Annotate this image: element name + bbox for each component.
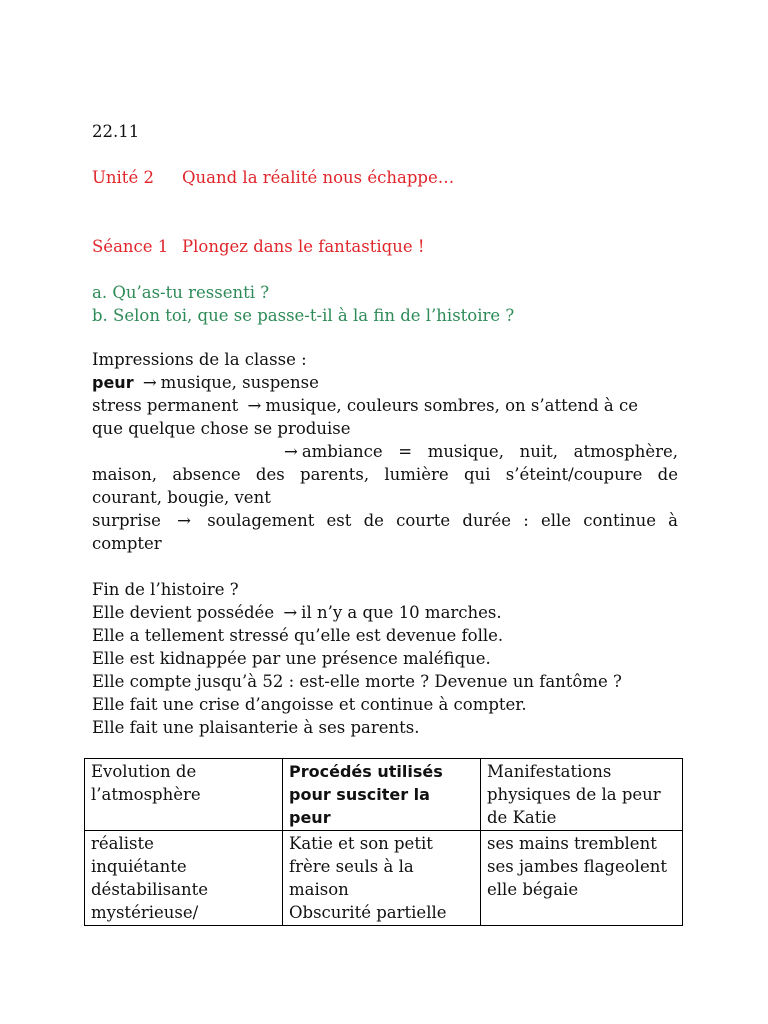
cell-line: réaliste bbox=[91, 834, 154, 853]
arrow-icon: → bbox=[247, 396, 262, 415]
peur-line bbox=[92, 371, 678, 394]
question-b: b. Selon toi, que se passe-t-il à la fin de l’histoire ? bbox=[92, 306, 515, 325]
unit-heading bbox=[92, 166, 454, 189]
date: 22.11 bbox=[92, 122, 140, 141]
cell-line: Katie et son petit frère seuls à la maison bbox=[289, 834, 433, 899]
ambiance-text: ambiance = musique, nuit, atmosphère, bbox=[301, 442, 678, 461]
ambiance-line bbox=[92, 440, 678, 463]
table-header-row bbox=[85, 759, 683, 831]
cell-line: ses mains tremblent bbox=[487, 834, 657, 853]
maison-line: maison, absence des parents, lumière qui s’éteint/coupure de bbox=[92, 465, 678, 484]
compter-line: compter bbox=[92, 534, 162, 553]
seance-label: Séance 1 bbox=[92, 237, 169, 256]
unit-title: Quand la réalité nous échappe… bbox=[182, 168, 455, 187]
arrow-icon: → bbox=[283, 603, 298, 622]
fin-possedee-line bbox=[92, 601, 622, 624]
fin-line: Elle fait une crise d’angoisse et continue à compter. bbox=[92, 695, 527, 714]
seance-heading bbox=[92, 235, 424, 258]
surprise-line bbox=[92, 509, 678, 532]
table-cell-procedes bbox=[283, 831, 481, 926]
question-a: a. Qu’as-tu ressenti ? bbox=[92, 283, 270, 302]
cell-line: Obscurité partielle bbox=[289, 903, 447, 922]
surprise-b: soulagement est de courte durée : elle continue à bbox=[207, 511, 678, 530]
cell-line: ses jambes flageolent bbox=[487, 857, 667, 876]
table-header-evolution: Evolution de l’atmosphère bbox=[85, 759, 283, 831]
table-header-procedes: Procédés utilisés pour susciter la peur bbox=[283, 759, 481, 831]
cell-line: inquiétante bbox=[91, 857, 187, 876]
fin-line: Elle fait une plaisanterie à ses parents. bbox=[92, 718, 420, 737]
peur-word: peur bbox=[92, 373, 134, 392]
impressions-heading: Impressions de la classe : bbox=[92, 350, 307, 369]
stress-continuation: que quelque chose se produise bbox=[92, 419, 351, 438]
table-cell-evolution bbox=[85, 831, 283, 926]
cell-line: elle bégaie bbox=[487, 880, 579, 899]
table-row bbox=[85, 831, 683, 926]
peur-rest: musique, suspense bbox=[160, 373, 319, 392]
cell-line: mystérieuse/ bbox=[91, 903, 199, 922]
arrow-icon: → bbox=[177, 511, 191, 530]
fin-heading: Fin de l’histoire ? bbox=[92, 580, 239, 599]
stress-b: musique, couleurs sombres, on s’attend à ce bbox=[265, 396, 639, 415]
atmosphere-table bbox=[84, 758, 683, 926]
questions bbox=[92, 281, 514, 327]
fin-line: Elle est kidnappée par une présence maléfique. bbox=[92, 649, 491, 668]
fin-possedee-a: Elle devient possédée bbox=[92, 603, 275, 622]
impressions-section bbox=[92, 348, 678, 555]
fin-section bbox=[92, 578, 622, 739]
courant-line: courant, bougie, vent bbox=[92, 488, 271, 507]
stress-line bbox=[92, 394, 678, 417]
unit-label: Unité 2 bbox=[92, 168, 154, 187]
seance-title: Plongez dans le fantastique ! bbox=[182, 237, 425, 256]
arrow-icon: → bbox=[142, 373, 157, 392]
fin-line: Elle a tellement stressé qu’elle est devenue folle. bbox=[92, 626, 504, 645]
cell-line: déstabilisante bbox=[91, 880, 208, 899]
surprise-a: surprise bbox=[92, 511, 161, 530]
table-header-manifestations: Manifestations physiques de la peur de Katie bbox=[481, 759, 683, 831]
fin-possedee-b: il n’y a que 10 marches. bbox=[301, 603, 502, 622]
fin-line: Elle compte jusqu’à 52 : est-elle morte ? Devenue un fantôme ? bbox=[92, 672, 622, 691]
arrow-icon: → bbox=[284, 442, 298, 461]
table-cell-manifestations bbox=[481, 831, 683, 926]
stress-a: stress permanent bbox=[92, 396, 239, 415]
